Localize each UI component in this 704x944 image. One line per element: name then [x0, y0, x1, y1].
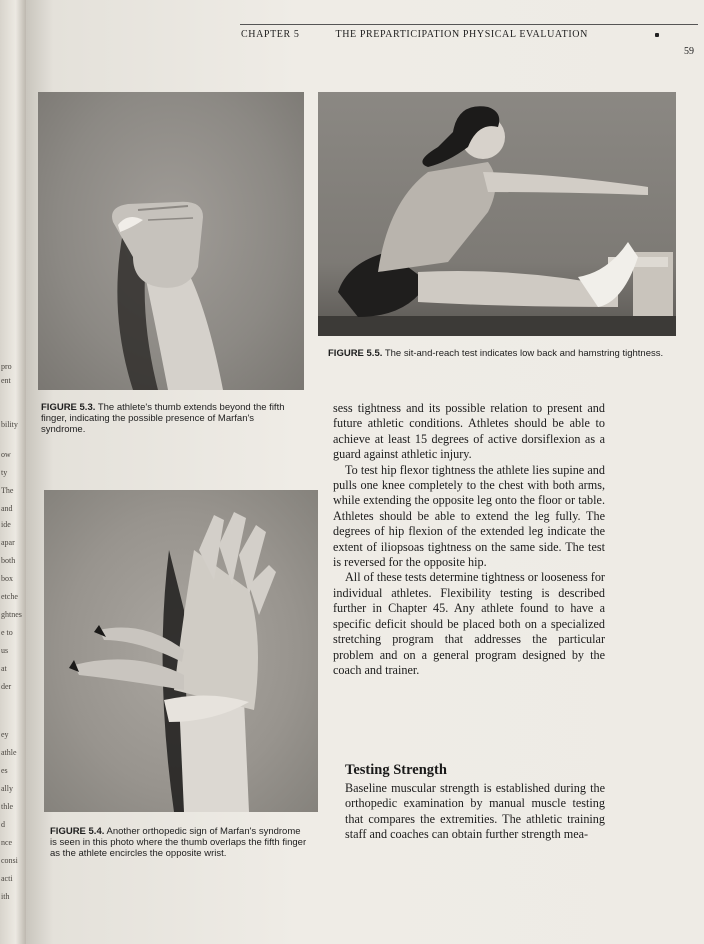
figure-5-3-caption	[41, 402, 296, 435]
figure-5-4-label: FIGURE 5.4.	[50, 826, 105, 837]
figure-5-5-text: The sit-and-reach test indicates low back and hamstring tightness.	[384, 348, 664, 359]
figure-5-5-caption	[328, 348, 678, 359]
paragraph-3: All of these tests determine tightness or looseness for individual athletes. Flexibility testing is described further in Chapter 45. Any athlete found to have a specific deficit should be placed both on a specialized stretching program that addresses the particular problem and on a general program designed by the coach and trainer.	[333, 570, 605, 677]
header-rule	[240, 24, 698, 25]
figure-5-3-label: FIGURE 5.3.	[41, 402, 96, 413]
figure-5-4-text: Another orthopedic sign of Marfan's syndrome is seen in this photo where the thumb overlaps the fifth finger as the athlete encircles the opposite wrist.	[50, 826, 307, 859]
page-number: 59	[684, 46, 694, 57]
section-heading: Testing Strength	[345, 762, 447, 778]
chapter-label: CHAPTER 5	[241, 29, 300, 40]
paragraph-2: To test hip flexor tightness the athlete lies supine and pulls one knee completely to the chest with both arms, while extending the opposite leg onto the floor or table. Athletes should be able to extend the leg fully. The degrees of hip flexion of the extended leg indicate the extent of iliopsoas tightness on the same side. The test is reversed for the opposite hip.	[333, 462, 605, 570]
figure-5-5-photo	[318, 92, 676, 336]
chapter-title: THE PREPARTICIPATION PHYSICAL EVALUATION	[335, 29, 588, 40]
body-column-lower	[345, 781, 605, 843]
figure-5-3-photo	[38, 92, 304, 390]
figure-5-3-text: The athlete's thumb extends beyond the fifth finger, indicating the possible presence of Marfan's syndrome.	[41, 402, 285, 435]
facing-page-edge: pro ent bility ow ty The and ide apar both box etche ghtnes e to us at der ey athle es ally thle d nce consi acti ith	[0, 0, 26, 944]
figure-5-5-label: FIGURE 5.5.	[328, 348, 383, 359]
figure-5-4-caption	[50, 826, 308, 859]
body-column	[333, 401, 605, 678]
header-bullet	[655, 33, 659, 37]
paragraph-1: sess tightness and its possible relation to present and future athletic conditions. Athletes should be able to achieve at least 15 degrees of active dorsiflexion as a guard against athletic injury.	[333, 401, 605, 462]
figure-5-4-photo	[44, 490, 318, 812]
running-head	[241, 29, 588, 40]
paragraph-4: Baseline muscular strength is established during the orthopedic examination by manual muscle testing that compares the extremities. The athletic training staff and coaches can obtain further strength mea-	[345, 781, 605, 842]
